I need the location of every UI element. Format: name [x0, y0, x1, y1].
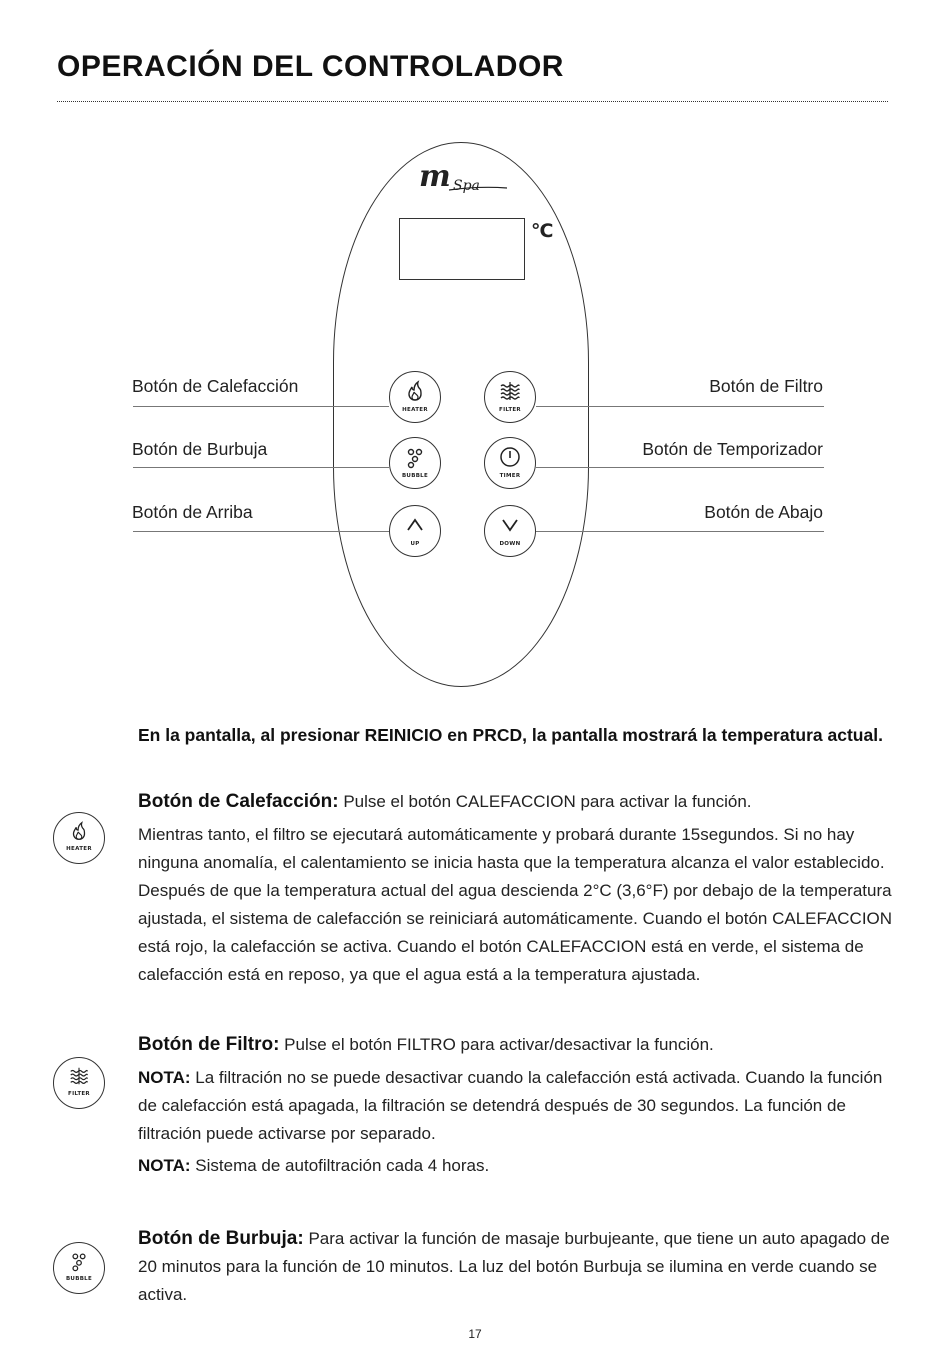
filter-note-1-text: La filtración no se puede desactivar cuando la calefacción está activada. Cuando la función de calefacción está apagada, la filtración se detendrá después de 30 segundos. La función de filtración puede activarse por separado.	[138, 1068, 883, 1143]
up-button-label: UP	[410, 541, 420, 547]
up-callout-label: Botón de Arriba	[132, 502, 253, 522]
filter-side-icon	[53, 1057, 105, 1109]
filter-note-2-label: NOTA:	[138, 1156, 191, 1175]
filter-waves-icon	[68, 1065, 90, 1087]
filter-note-1	[138, 1064, 894, 1148]
filter-lead-text: Pulse el botón FILTRO para activar/desactivar la función.	[284, 1035, 714, 1054]
bubble-button-label: BUBBLE	[401, 473, 429, 479]
intro-text: En la pantalla, al presionar REINICIO en PRCD, la pantalla mostrará la temperatura actual.	[138, 725, 883, 745]
chevron-up-icon	[403, 513, 427, 537]
heater-lead	[138, 788, 894, 816]
timer-button-label: TIMER	[499, 473, 521, 479]
down-button-label: DOWN	[499, 541, 521, 547]
filter-callout-label: Botón de Filtro	[709, 376, 823, 396]
svg-text:m: m	[419, 160, 451, 194]
heater-button-label: HEATER	[402, 407, 428, 413]
heater-button[interactable]	[389, 371, 441, 423]
filter-callout-line	[536, 406, 824, 407]
up-button[interactable]	[389, 505, 441, 557]
heater-side-caption: HEATER	[66, 846, 92, 852]
unit-label: °C	[531, 220, 553, 242]
heater-side-icon	[53, 812, 105, 864]
bubble-lead-text: Para activar la función de masaje burbujeante, que tiene un auto apagado de 20 minutos para la función de 10 minutos. La luz del botón Burbuja se ilumina en verde cuando se activa.	[138, 1229, 890, 1304]
bubble-section	[138, 1225, 894, 1314]
bubbles-icon	[403, 445, 427, 469]
filter-lead	[138, 1031, 894, 1059]
flame-icon	[68, 820, 90, 842]
flame-icon	[403, 379, 427, 403]
page-title: OPERACIÓN DEL CONTROLADOR	[57, 50, 564, 83]
filter-note-2-text: Sistema de autofiltración cada 4 horas.	[195, 1156, 490, 1175]
filter-heading: Botón de Filtro:	[138, 1034, 280, 1055]
page-number: 17	[468, 1327, 482, 1341]
filter-section	[138, 1031, 894, 1180]
temperature-display	[399, 218, 525, 280]
filter-button[interactable]	[484, 371, 536, 423]
down-callout-label: Botón de Abajo	[704, 502, 823, 522]
bubble-side-icon	[53, 1242, 105, 1294]
svg-text:Spa: Spa	[453, 178, 480, 194]
heater-callout-line	[133, 406, 389, 407]
filter-side-caption: FILTER	[68, 1091, 90, 1097]
bubble-callout-line	[133, 467, 389, 468]
filter-button-label: FILTER	[499, 407, 521, 413]
heater-section	[138, 788, 894, 989]
brand-logo	[419, 160, 509, 196]
bubble-lead	[138, 1225, 894, 1309]
filter-waves-icon	[498, 379, 522, 403]
heater-callout-label: Botón de Calefacción	[132, 376, 299, 396]
timer-callout-line	[536, 467, 824, 468]
heater-body: Mientras tanto, el filtro se ejecutará automáticamente y probará durante 15segundos. Si no hay ninguna anomalía, el calentamiento se inicia hasta que la temperatura alcanza el valor establecido. Después de que la temperatura actual del agua descienda 2°C (3,6°F) por debajo de la temperatura ajustada, el sistema de calefacción se reiniciará automáticamente. Cuando el botón CALEFACCION está rojo, la calefacción se activa. Cuando el botón CALEFACCION está en verde, el sistema de calefacción está en reposo, ya que el agua está a la temperatura ajustada.	[138, 825, 893, 984]
chevron-down-icon	[498, 513, 522, 537]
filter-note-2	[138, 1152, 894, 1180]
down-button[interactable]	[484, 505, 536, 557]
heater-heading: Botón de Calefacción:	[138, 791, 339, 812]
down-callout-line	[536, 531, 824, 532]
timer-button[interactable]	[484, 437, 536, 489]
up-callout-line	[133, 531, 389, 532]
timer-callout-label: Botón de Temporizador	[642, 439, 823, 459]
bubbles-icon	[68, 1250, 90, 1272]
heater-lead-text: Pulse el botón CALEFACCION para activar la función.	[343, 792, 752, 811]
bubble-callout-label: Botón de Burbuja	[132, 439, 268, 459]
filter-note-1-label: NOTA:	[138, 1068, 191, 1087]
clock-icon	[498, 445, 522, 469]
title-divider	[57, 101, 888, 102]
bubble-heading: Botón de Burbuja:	[138, 1228, 304, 1249]
bubble-button[interactable]	[389, 437, 441, 489]
bubble-side-caption: BUBBLE	[65, 1276, 93, 1282]
